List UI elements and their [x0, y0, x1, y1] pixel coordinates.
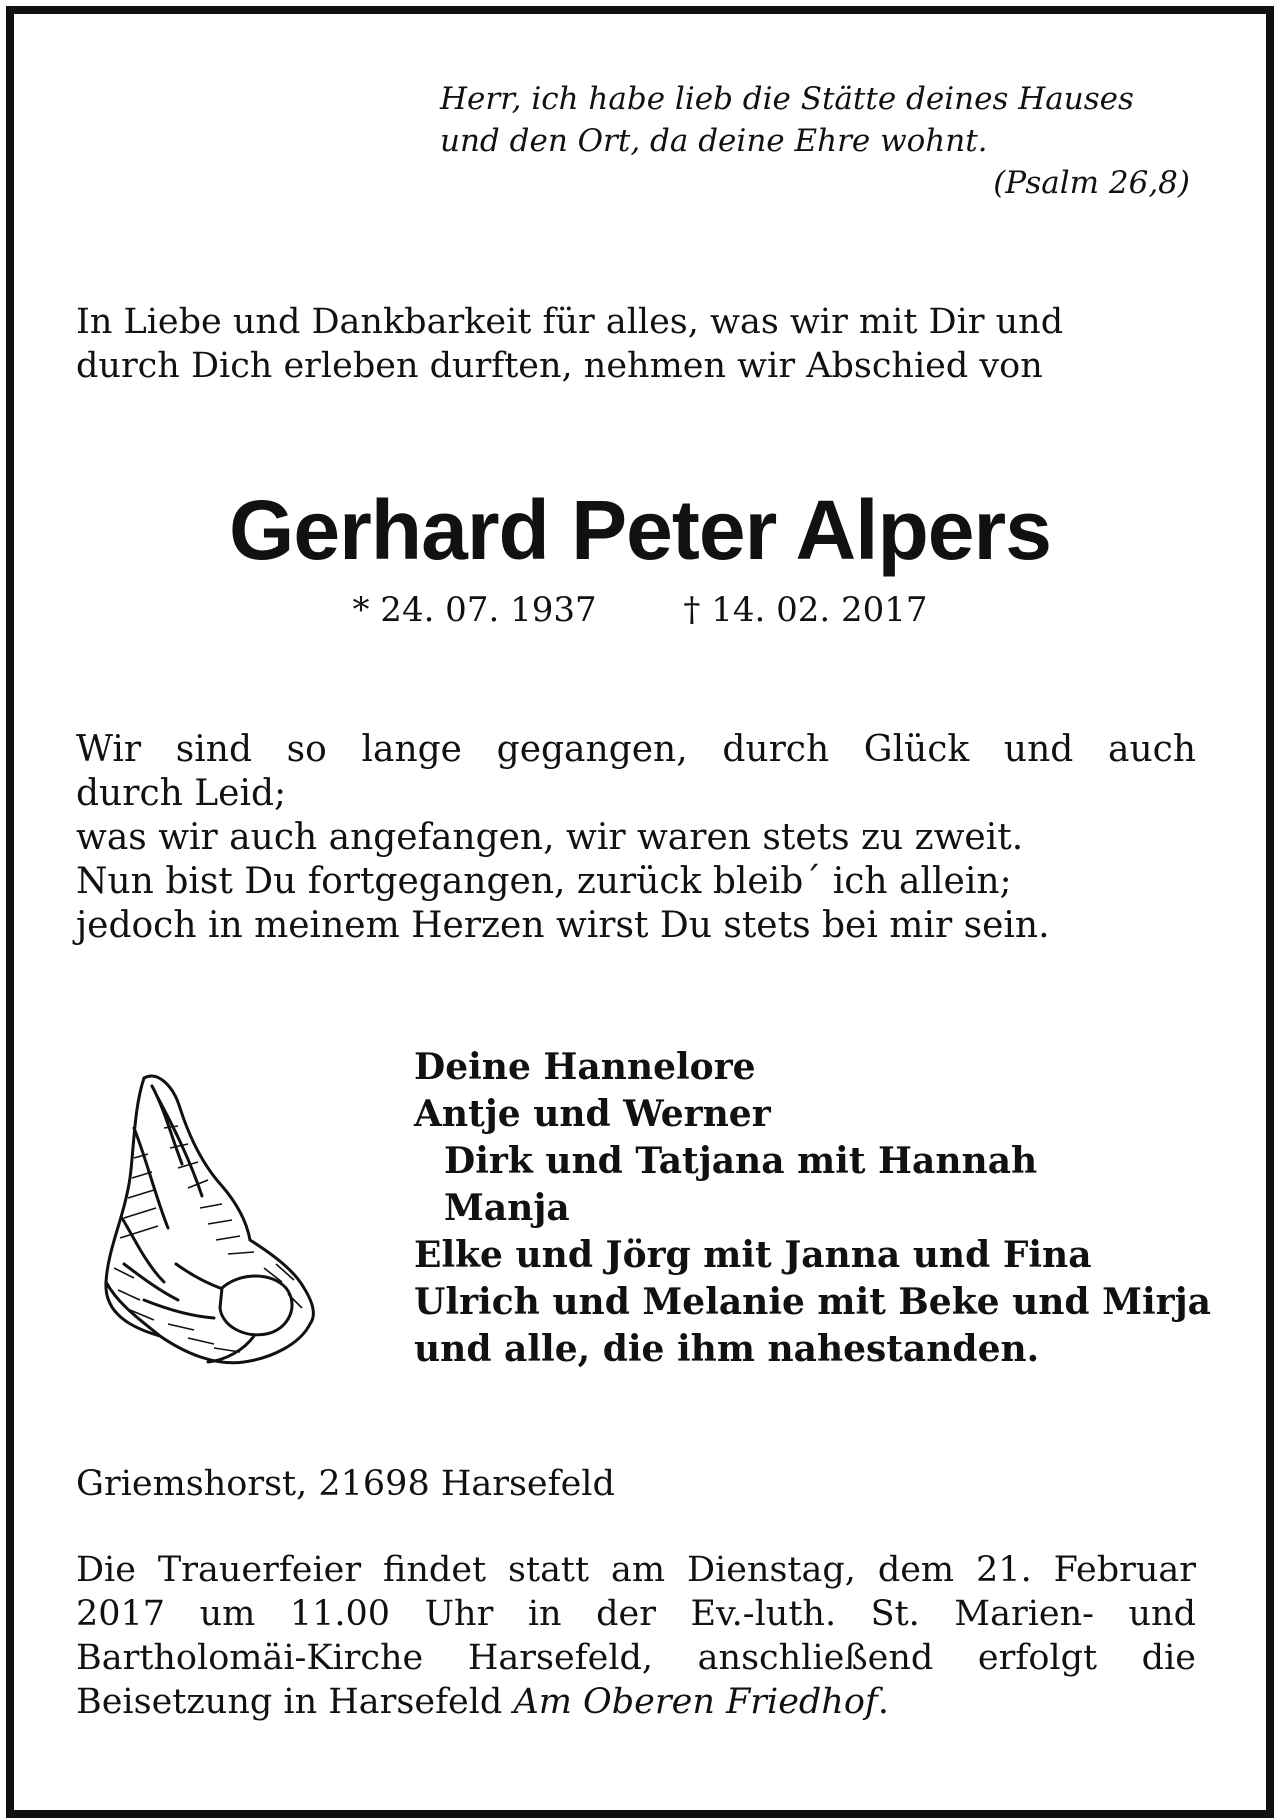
service-text: Die Trauerfeier findet statt am Dienstag, dem 21. Februar 2017 um 11.00 Uhr in der Ev.-luth. St. Marien- und Bartholomäi-Kirche Harsefeld, anschließend erfolgt die Beisetzung in Harsefeld	[76, 1550, 1196, 1722]
psalm-line: Herr, ich habe lieb die Stätte deines Hauses	[440, 81, 1134, 117]
praying-hands-icon	[104, 1068, 328, 1368]
poem-line: jedoch in meinem Herzen wirst Du stets bei mir sein.	[76, 905, 1050, 946]
intro-line: durch Dich erleben durften, nehmen wir Abschied von	[76, 346, 1043, 386]
psalm-reference: (Psalm 26,8)	[993, 165, 1190, 201]
family-line: und alle, die ihm nahestanden.	[414, 1328, 1040, 1370]
family-line: Deine Hannelore	[414, 1046, 756, 1088]
deceased-name: Gerhard Peter Alpers	[229, 483, 1051, 577]
family-line: Ulrich und Melanie mit Beke und Mirja	[414, 1281, 1211, 1323]
life-dates	[0, 588, 1280, 632]
family-line: Antje und Werner	[414, 1093, 771, 1135]
family-line: Elke und Jörg mit Janna und Fina	[414, 1234, 1092, 1276]
intro-line: In Liebe und Dankbarkeit für alles, was wir mit Dir und	[76, 302, 1064, 342]
place-line: Griemshorst, 21698 Harsefeld	[76, 1464, 615, 1504]
psalm-line: und den Ort, da deine Ehre wohnt.	[440, 123, 988, 159]
service-end: .	[877, 1682, 890, 1722]
poem-line: durch Leid;	[76, 773, 287, 814]
poem-line: Wir sind so lange gegangen, durch Glück und auch	[76, 729, 1196, 770]
intro-text	[76, 300, 1196, 388]
poem-line: was wir auch angefangen, wir waren stets zu zweit.	[76, 817, 1024, 858]
service-info	[76, 1548, 1196, 1724]
birth-date: * 24. 07. 1937	[352, 590, 597, 630]
service-location: Am Oberen Friedhof	[513, 1682, 878, 1722]
family-signatures	[414, 1044, 1211, 1373]
family-line: Dirk und Tatjana mit Hannah	[444, 1140, 1038, 1182]
psalm-quote	[440, 78, 1190, 204]
poem	[76, 728, 1196, 948]
death-date: † 14. 02. 2017	[683, 590, 928, 630]
family-line: Manja	[444, 1187, 570, 1229]
poem-line: Nun bist Du fortgegangen, zurück bleib´ ich allein;	[76, 861, 1012, 902]
